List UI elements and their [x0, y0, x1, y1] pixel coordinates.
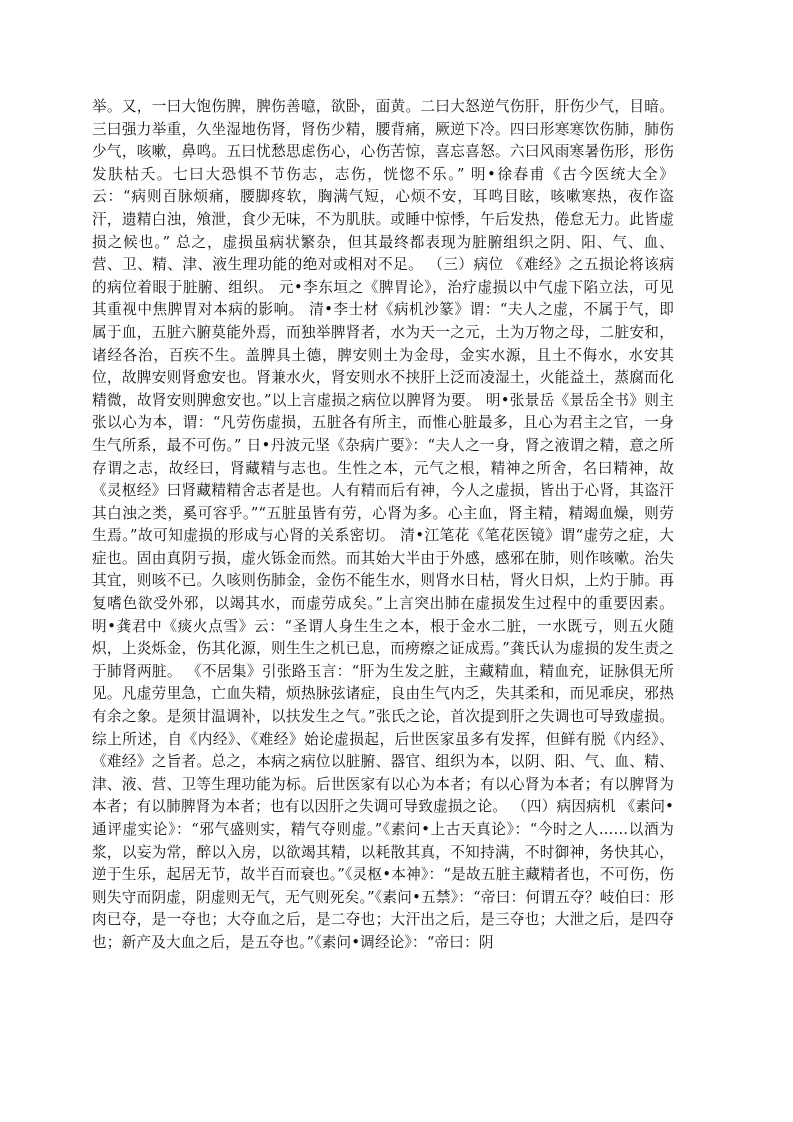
body-paragraph: 举。又，一曰大饱伤脾，脾伤善噫，欲卧，面黄。二曰大怒逆气伤肝，肝伤少气，目暗。三曰强力举重，久坐湿地伤肾，肾伤少精，腰背痛，厥逆下冷。四曰形寒寒饮伤肺，肺伤少气，咳嗽，鼻鸣。五曰忧愁思虑伤心，心伤苦惊，喜忘喜怒。六曰风雨寒暑伤形，形伤发肤枯夭。七曰大恐惧不节伤志，志伤，恍惚不乐。” 明•徐春甫《古今医统大全》云：“病则百脉烦痛，腰脚疼软，胸满气短，心烦不安，耳鸣目眩，咳嗽寒热，夜作盗汗，遗精白浊，飧泄，食少无味，不为肌肤。或睡中惊悸，午后发热，倦怠无力。此皆虚损之候也。” 总之，虚损虽病状繁杂，但其最终都表现为脏腑组织之阴、阳、气、血、营、卫、精、津、液生理功能的绝对或相对不足。 （三）病位 《难经》之五损论将该病的病位着眼于脏腑、组织。 元•李东垣之《脾胃论》，治疗虚损以中气虚下陷立法，可见其重视中焦脾胃对本病的影响。 清•李士材《病机沙篆》谓：“夫人之虚，不属于气，即属于血，五脏六腑莫能外焉，而独举脾肾者，水为天一之元，土为万物之母，二脏安和，诸经各治，百疾不生。盖脾具土德，脾安则土为金母，金实水源，且土不侮水，水安其位，故脾安则肾愈安也。肾兼水火，肾安则水不挟肝上泛而凌湿土，火能益土，蒸腐而化精微，故肾安则脾愈安也。”以上言虚损之病位以脾肾为要。 明•张景岳《景岳全书》则主张以心为本，谓：“凡劳伤虚损，五脏各有所主，而惟心脏最多，且心为君主之官，一身生气所系，最不可伤。” 日•丹波元坚《杂病广要》：“夫人之一身，肾之液谓之精，意之所存谓之志，故经曰，肾藏精与志也。生性之本，元气之根，精神之所舍，名曰精神，故《灵枢经》曰肾藏精精舍志者是也。人有精而后有神，今人之虚损，皆出于心肾，其盗汗其白浊之类，奚可容乎。”“五脏虽皆有劳，心肾为多。心主血，肾主精，精竭血燥，则劳生焉。”故可知虚损的形成与心肾的关系密切。 清•江笔花《笔花医镜》谓“虚劳之症，大症也。固由真阴亏损，虚火铄金而然。而其始大半由于外感，感邪在肺，则作咳嗽。治失其宜，则咳不已。久咳则伤肺金，金伤不能生水，则肾水日枯，肾火日炽，上灼于肺。再复嗜色欲受外邪，以竭其水，而虚劳成矣。”上言突出肺在虚损发生过程中的重要因素。 明•龚君中《痰火点雪》云：“圣谓人身生生之本，根于金水二脏，一水既亏，则五火随炽，上炎烁金，伤其化源，则生生之机已息，而痨瘵之证成焉。”龚氏认为虚损的发生责之于肺肾两脏。 《不居集》引张路玉言：“肝为生发之脏，主藏精血，精血充，证脉俱无所见。凡虚劳里急，亡血失精，烦热脉弦诸症，良由生气内乏，失其柔和，而见乖戾，邪热有余之象。是须甘温调补，以扶发生之气。”张氏之论，首次提到肝之失调也可导致虚损。 综上所述，自《内经》、《难经》始论虚损起，后世医家虽多有发挥，但鲜有脱《内经》、《难经》之旨者。总之，本病之病位以脏腑、器官、组织为本，以阴、阳、气、血、精、津、液、营、卫等生理功能为标。后世医家有以心为本者；有以心肾为本者；有以脾肾为本者；有以肺脾肾为本者；也有以因肝之失调可导致虚损之论。 （四）病因病机 《素问•通评虚实论》：“邪气盛则实，精气夺则虚。”《素问•上古天真论》：“今时之人……以酒为浆，以妄为常，醉以入房，以欲竭其精，以耗散其真，不知持满，不时御神，务快其心，逆于生乐，起居无节，故半百而衰也。”《灵枢•本神》：“是故五脏主藏精者也，不可伤，伤则失守而阴虚，阴虚则无气，无气则死矣。”《素问•五禁》：“帝曰：何谓五夺？岐伯曰：形肉已夺，是一夺也；大夺血之后，是二夺也；大汗出之后，是三夺也；大泄之后，是四夺也；新产及大血之后，是五夺也。”《素问•调经论》：“帝曰：阴 — [92, 98, 674, 951]
document-page — [92, 96, 674, 1056]
